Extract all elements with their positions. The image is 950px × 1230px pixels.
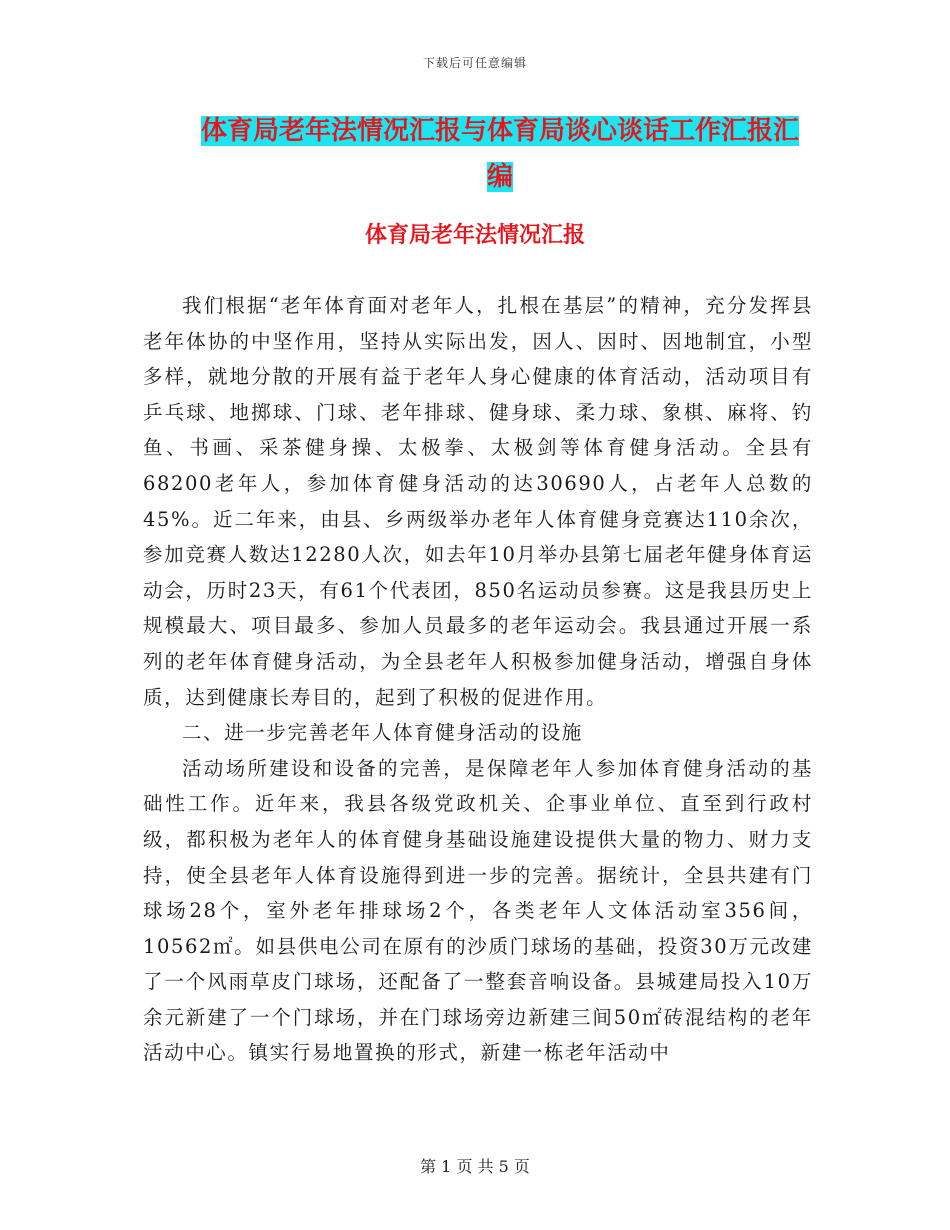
page-footer-indicator: 第 1 页 共 5 页 — [420, 1157, 530, 1176]
body-paragraph-heading: 二、进一步完善老年人体育健身活动的设施 — [182, 721, 583, 745]
document-title — [190, 108, 810, 200]
page-header-note: 下载后可任意编辑 — [422, 56, 527, 70]
section-title: 体育局老年法情况汇报 — [364, 222, 585, 248]
document-body — [143, 288, 813, 1071]
document-title-text: 体育局老年法情况汇报与体育局谈心谈话工作汇报汇编 — [200, 116, 799, 192]
body-paragraph: 活动场所建设和设备的完善，是保障老年人参加体育健身活动的基础性工作。近年来，我县各级党政机关、企事业单位、直至到行政村级，都积极为老年人的体育健身基础设施建设提供大量的物力、财力支持，使全县老年人体育设施得到进一步的完善。据统计，全县共建有门球场28个，室外老年排球场2个，各类老年人文体活动室356间，10562㎡。如县供电公司在原有的沙质门球场的基础，投资30万元改建了一个风雨草皮门球场，还配备了一整套音响设备。县城建局投入10万余元新建了一个门球场，并在门球场旁边新建三间50㎡砖混结构的老年活动中心。镇实行易地置换的形式，新建一栋老年活动中 — [143, 756, 813, 1065]
body-paragraph: 我们根据“老年体育面对老年人，扎根在基层”的精神，充分发挥县老年体协的中坚作用，坚持从实际出发，因人、因时、因地制宜，小型多样，就地分散的开展有益于老年人身心健康的体育活动，活动项目有乒乓球、地掷球、门球、老年排球、健身球、柔力球、象棋、麻将、钓鱼、书画、采茶健身操、太极拳、太极剑等体育健身活动。全县有68200老年人，参加体育健身活动的达30690人，占老年人总数的45%。近二年来，由县、乡两级举办老年人体育健身竞赛达110余次，参加竞赛人数达12280人次，如去年10月举办县第七届老年健身体育运动会，历时23天，有61个代表团，850名运动员参赛。这是我县历史上规模最大、项目最多、参加人员最多的老年运动会。我县通过开展一系列的老年体育健身活动，为全县老年人积极参加健身活动，增强自身体质，达到健康长寿目的，起到了积极的促进作用。 — [143, 294, 813, 709]
